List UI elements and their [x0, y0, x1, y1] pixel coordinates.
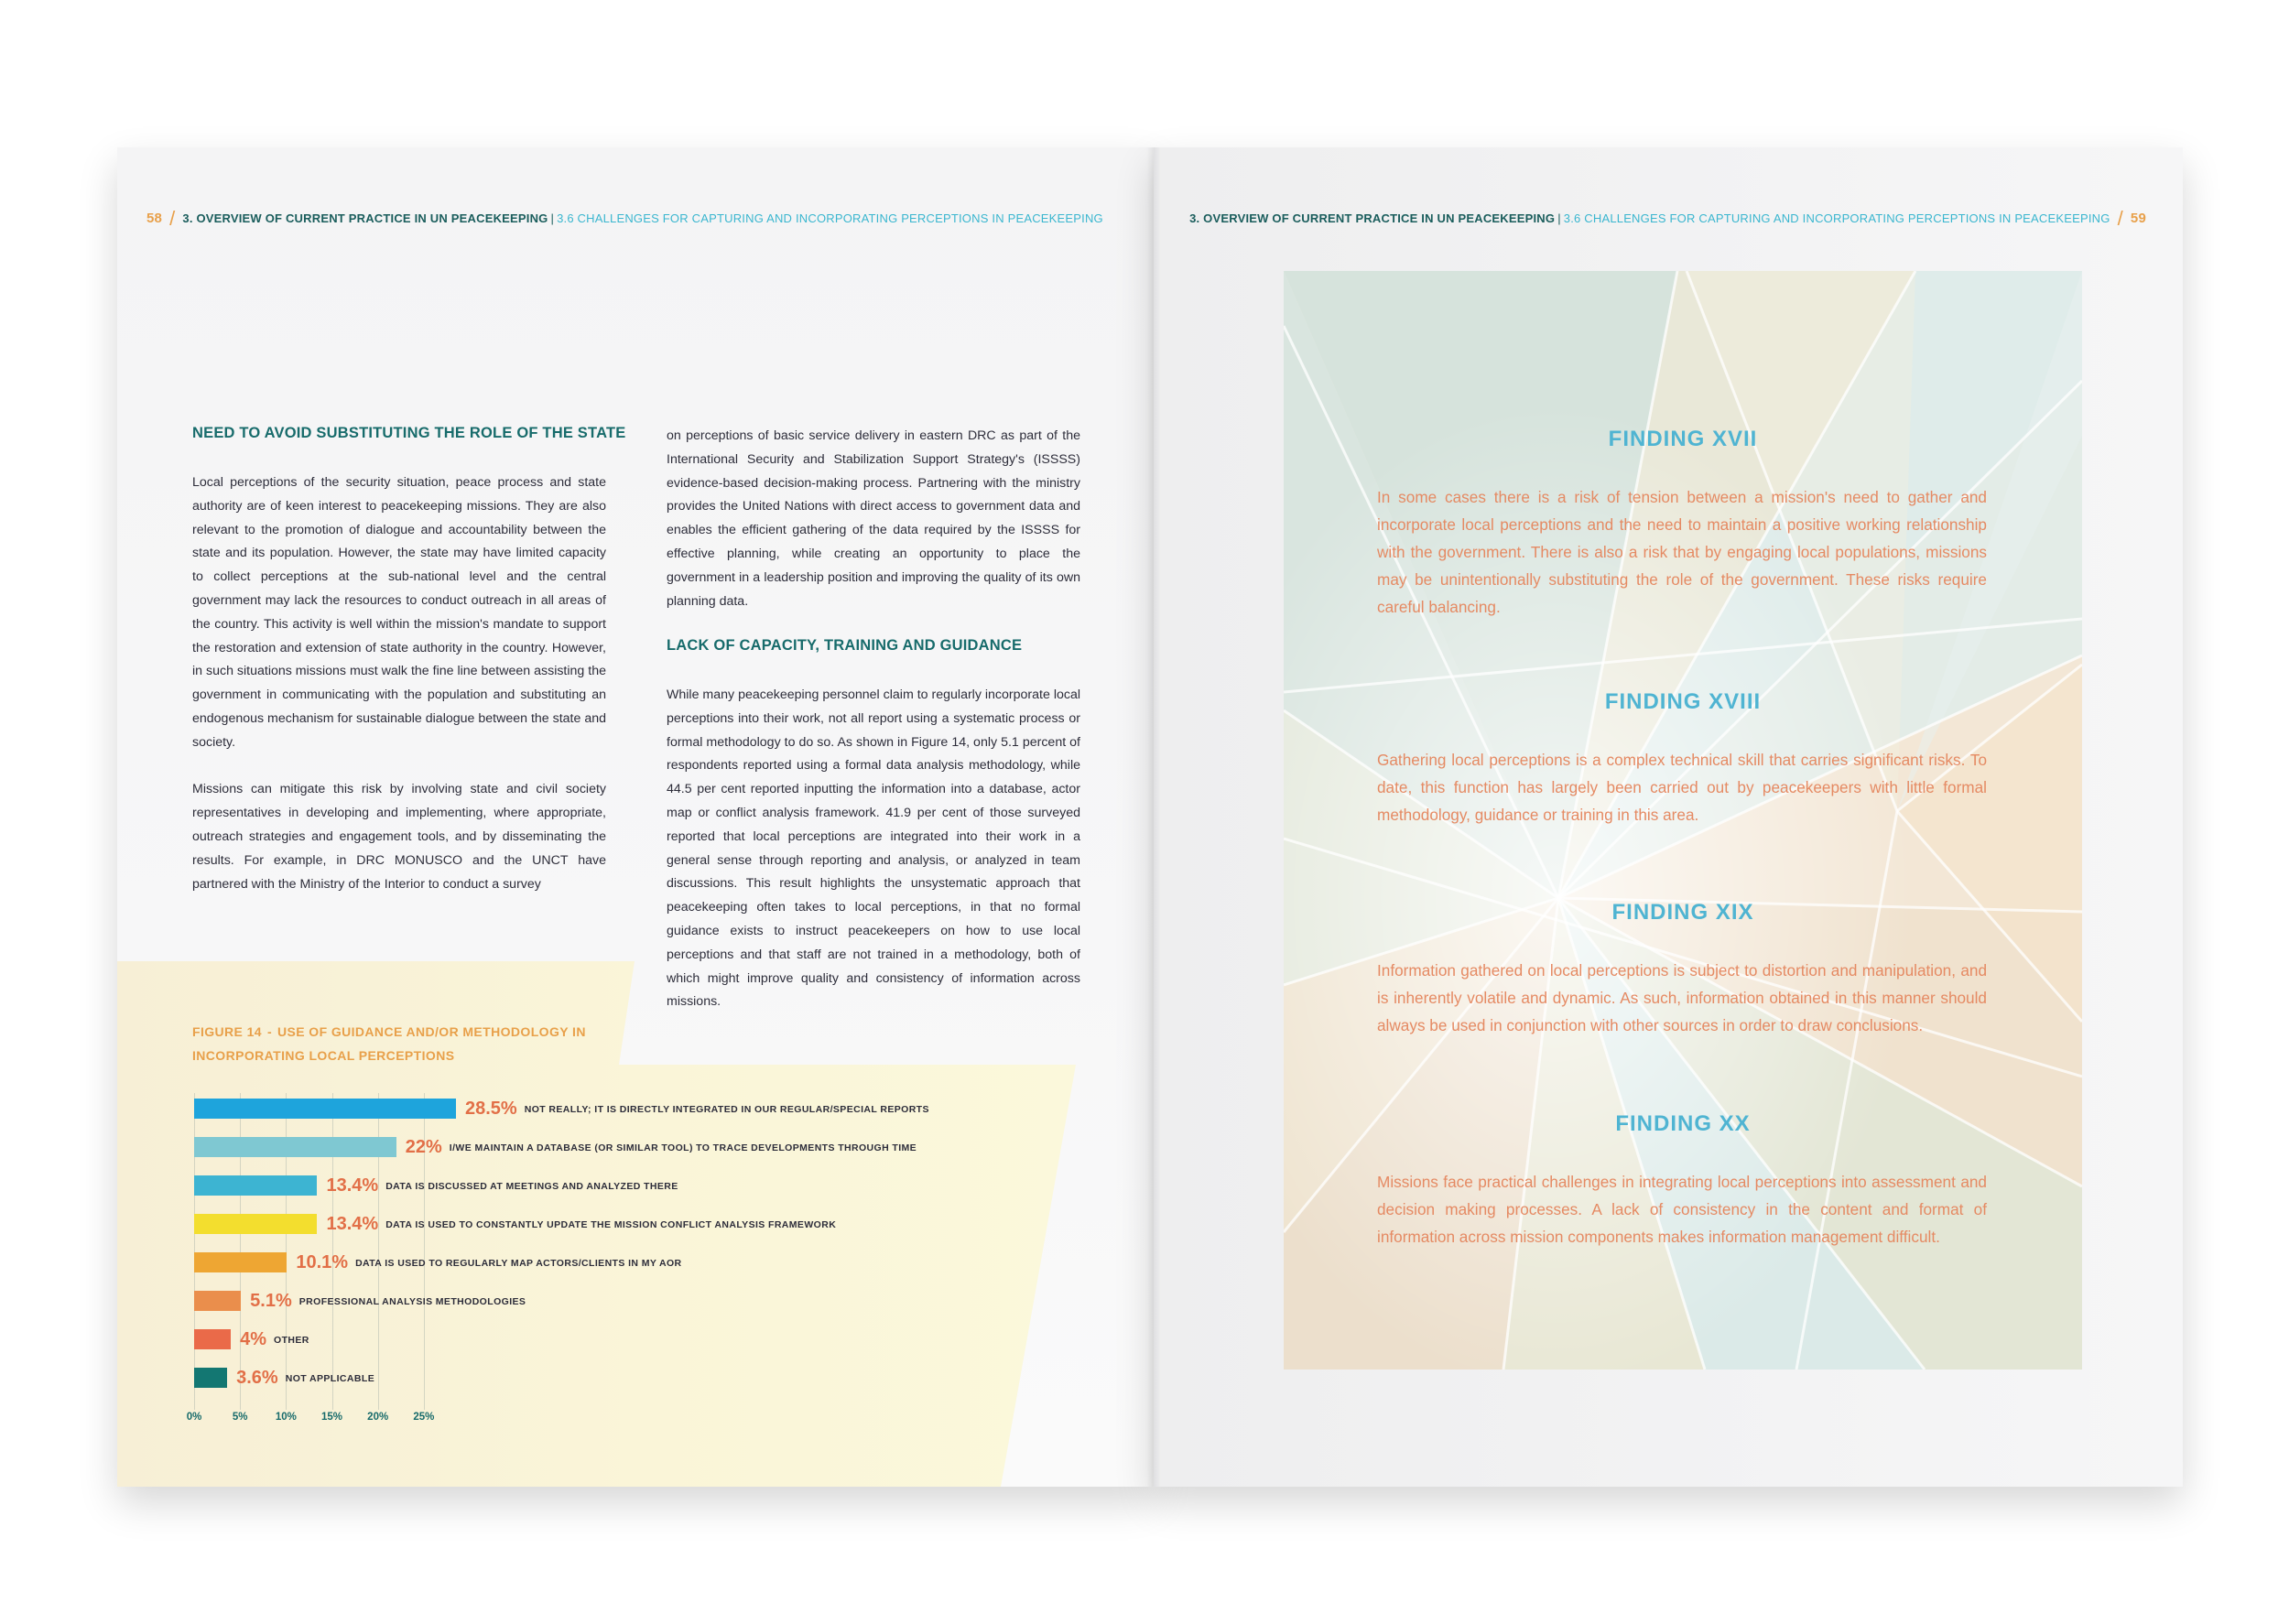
bar-value-label: 5.1% — [250, 1291, 292, 1311]
x-tick-label: 10% — [275, 1412, 297, 1423]
figure-caption: USE OF GUIDANCE AND/OR METHODOLOGY IN INCORPORATING LOCAL PERCEPTIONS — [192, 1024, 586, 1063]
running-head-right — [1189, 207, 2146, 231]
bar — [194, 1137, 396, 1157]
bar-value-label: 13.4% — [326, 1214, 379, 1234]
slash-divider: / — [169, 207, 176, 230]
finding-text-xx: Missions face practical challenges in integrating local perceptions into assessment and decision making processes. A lack of consistency in the content and format of information across mission components makes information management difficult. — [1377, 1173, 1987, 1246]
finding-text-xviii: Gathering local perceptions is a complex technical skill that carries significant risks. To date, this function has largely been carried out by peacekeepers with little formal methodology, guidance or training in this area. — [1377, 751, 1987, 824]
column-2-continued — [667, 684, 1080, 1038]
figure-dash: - — [266, 1024, 273, 1039]
running-head-section: 3. OVERVIEW OF CURRENT PRACTICE IN UN PEACEKEEPING — [182, 211, 548, 225]
bar — [194, 1175, 317, 1196]
bar-category-label: DATA IS USED TO CONSTANTLY UPDATE THE MISSION CONFLICT ANALYSIS FRAMEWORK — [385, 1219, 837, 1230]
bar-category-label: NOT REALLY; IT IS DIRECTLY INTEGRATED IN OUR REGULAR/SPECIAL REPORTS — [524, 1104, 929, 1115]
running-head-subsection: 3.6 CHALLENGES FOR CAPTURING AND INCORPORATING PERCEPTIONS IN PEACEKEEPING — [1563, 211, 2110, 225]
finding-title-xx: FINDING XX — [1615, 1111, 1751, 1136]
bar-value-label: 13.4% — [326, 1175, 379, 1196]
bar-value-label: 4% — [240, 1329, 267, 1349]
paragraph: Local perceptions of the security situation, peace process and state authority are of keen interest to peacekeeping missions. They are also relevant to the promotion of dialogue and accountability between the state and its population. However, the state may have limited capacity to collect perceptions at the sub-national level and the central government may lack the resources to conduct outreach in all areas of the country. This activity is well within the mission's mandate to support the restoration and extension of state authority in the country. However, in such situations missions must walk the fine line between assisting the government in communicating with the population and substituting an endogenous mechanism for sustainable dialogue between the state and society. — [192, 475, 606, 750]
column-1 — [192, 471, 606, 920]
x-tick-label: 15% — [321, 1412, 343, 1423]
running-head-left — [146, 207, 1103, 231]
bar-category-label: OTHER — [274, 1335, 309, 1346]
x-tick-label: 20% — [367, 1412, 389, 1423]
bar-value-label: 22% — [405, 1137, 442, 1157]
bar-category-label: I/WE MAINTAIN A DATABASE (OR SIMILAR TOOL) TO TRACE DEVELOPMENTS THROUGH TIME — [449, 1142, 917, 1153]
bar — [194, 1099, 456, 1119]
bar-category-label: PROFESSIONAL ANALYSIS METHODOLOGIES — [298, 1296, 526, 1307]
paragraph: on perceptions of basic service delivery in eastern DRC as part of the International Security and Stabilization Support Strategy's (ISSSS) evidence-based decision-making process. Partnering with the ministry provides the United Nations with direct access to government data and enables the efficient gathering of the data required by the ISSSS for effective planning, while creating an opportunity to place the government in a leadership position and improving the quality of its own planning data. — [667, 428, 1080, 609]
running-head-section: 3. OVERVIEW OF CURRENT PRACTICE IN UN PEACEKEEPING — [1189, 211, 1556, 225]
x-tick-label: 5% — [232, 1412, 248, 1423]
x-tick-label: 25% — [413, 1412, 435, 1423]
bar-value-label: 10.1% — [296, 1252, 349, 1272]
finding-text-xvii: In some cases there is a risk of tension between a mission's need to gather and incorporate local perceptions and the need to maintain a positive working relationship with the government. There is also a risk that by engaging local populations, missions may be unintentionally substituting the role of the government. These risks require careful balancing. — [1377, 488, 1987, 616]
bar — [194, 1368, 227, 1388]
finding-text-xix: Information gathered on local perceptions is subject to distortion and manipulation, and is inherently volatile and dynamic. As such, information obtained in this manner should always be used in conjunction with other sources in order to draw conclusions. — [1377, 961, 1987, 1034]
finding-title-xvii: FINDING XVII — [1608, 427, 1758, 451]
bar — [194, 1329, 231, 1349]
bar-category-label: DATA IS DISCUSSED AT MEETINGS AND ANALYZED THERE — [385, 1181, 678, 1192]
bar — [194, 1291, 241, 1311]
bar — [194, 1214, 317, 1234]
heading-lack-of-capacity: LACK OF CAPACITY, TRAINING AND GUIDANCE — [667, 637, 1023, 654]
bar-value-label: 3.6% — [236, 1368, 278, 1388]
bar-value-label: 28.5% — [465, 1099, 517, 1119]
figure-title — [192, 1020, 623, 1067]
paragraph: While many peacekeeping personnel claim to regularly incorporate local perceptions into their work, not all report using a systematic process or formal methodology to do so. As shown in Figure 14, only 5.1 percent of respondents reported using a formal data analysis methodology, while 44.5 per cent reported inputting the information into a database, actor map or conflict analysis framework. 41.9 per cent of those surveyed reported that local perceptions are integrated into their work in a general sense through reporting and analysis, or analyzed in team discussions. This result highlights the unsystematic approach that peacekeeping often takes to local perceptions, in that no formal guidance exists to instruct peacekeepers on how to use local perceptions and that staff are not trained in a methodology, both of which might improve quality and consistency of information across missions. — [667, 687, 1080, 1010]
bar-category-label: DATA IS USED TO REGULARLY MAP ACTORS/CLIENTS IN MY AOR — [355, 1258, 682, 1269]
running-head-subsection: 3.6 CHALLENGES FOR CAPTURING AND INCORPORATING PERCEPTIONS IN PEACEKEEPING — [557, 211, 1103, 225]
page-number-right: 59 — [2130, 211, 2146, 226]
bar-category-label: NOT APPLICABLE — [285, 1373, 375, 1384]
paragraph: Missions can mitigate this risk by involving state and civil society representatives in developing and implementing, where appropriate, outreach strategies and engagement tools, and by disseminating the results. For example, in DRC MONUSCO and the UNCT have partnered with the Ministry of the Interior to conduct a survey — [192, 782, 606, 892]
figure-label: FIGURE 14 — [192, 1024, 262, 1039]
bar-chart — [183, 1080, 1025, 1428]
running-head-separator: | — [1557, 211, 1561, 225]
bar — [194, 1252, 287, 1272]
slash-divider: / — [2117, 207, 2123, 230]
column-2 — [667, 425, 1080, 637]
finding-title-xviii: FINDING XVIII — [1604, 689, 1762, 714]
heading-avoid-substituting: NEED TO AVOID SUBSTITUTING THE ROLE OF THE STATE — [192, 425, 626, 441]
page-number-left: 58 — [146, 211, 163, 226]
x-tick-label: 0% — [186, 1412, 202, 1423]
running-head-separator: | — [550, 211, 555, 225]
finding-title-xix: FINDING XIX — [1611, 900, 1754, 925]
